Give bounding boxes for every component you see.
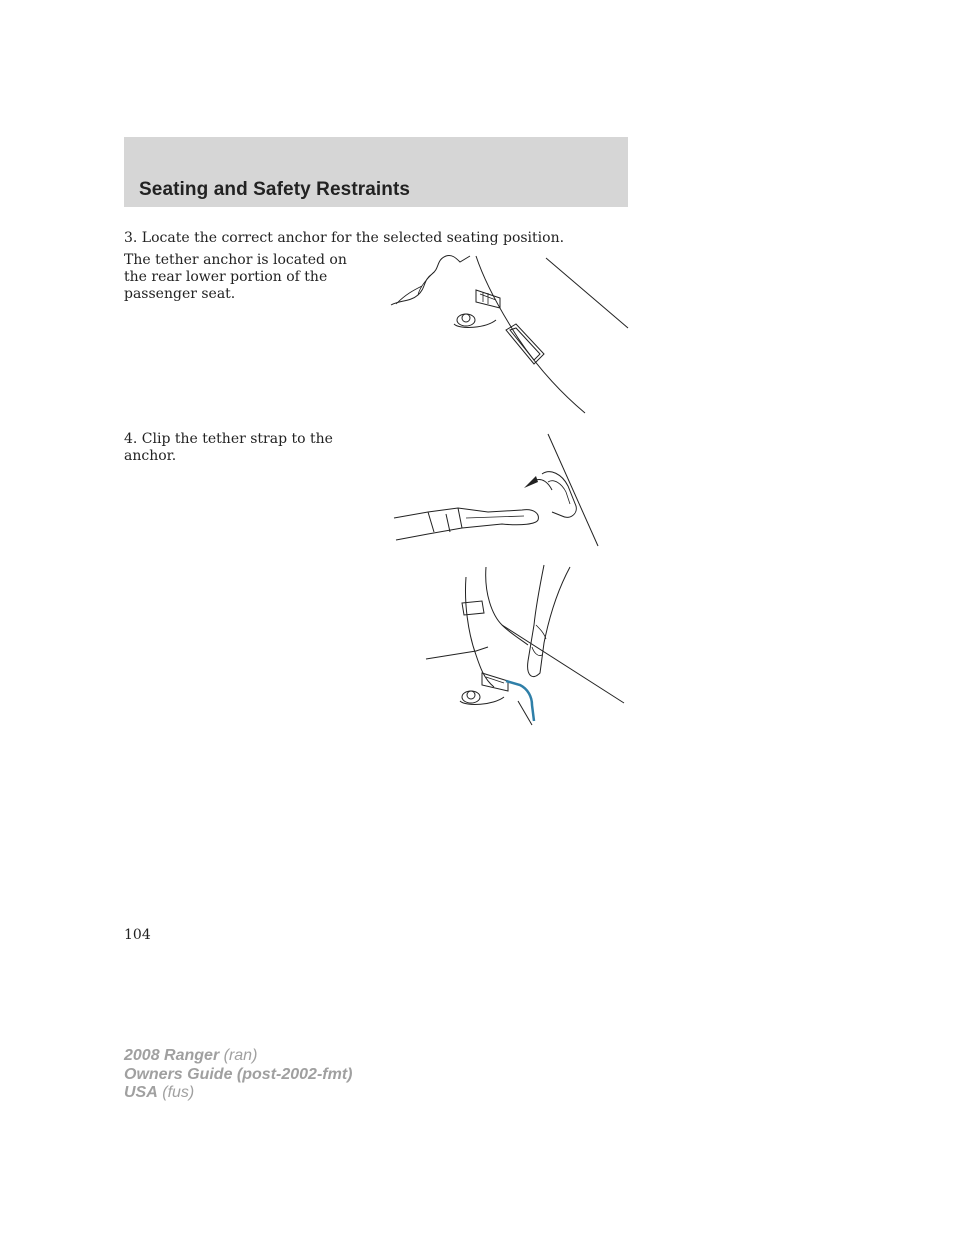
footer-model: 2008 Ranger: [124, 1047, 220, 1064]
document-footer: [124, 1047, 352, 1103]
tether-anchor-location-illustration: [388, 250, 630, 418]
section-title: Seating and Safety Restraints: [139, 179, 411, 200]
footer-line-2: [124, 1066, 352, 1085]
footer-line-3: [124, 1084, 352, 1103]
tether-attached-illustration: [424, 563, 630, 728]
step-4-text: 4. Clip the tether strap to the anchor.: [124, 431, 333, 464]
footer-region-code: (fus): [162, 1084, 195, 1101]
section-header-band: [124, 137, 628, 207]
clip-tether-strap-illustration: [392, 432, 604, 550]
step-3-text: 3. Locate the correct anchor for the selected seating position.: [124, 230, 565, 246]
page-number: 104: [124, 927, 151, 943]
footer-guide-name: Owners Guide (post-2002-fmt): [124, 1065, 353, 1083]
anchor-description-text: The tether anchor is located on the rear lower portion of the passenger seat.: [124, 252, 347, 302]
footer-region: USA: [124, 1084, 158, 1101]
footer-model-code: (ran): [223, 1047, 258, 1064]
footer-line-1: [124, 1047, 352, 1066]
